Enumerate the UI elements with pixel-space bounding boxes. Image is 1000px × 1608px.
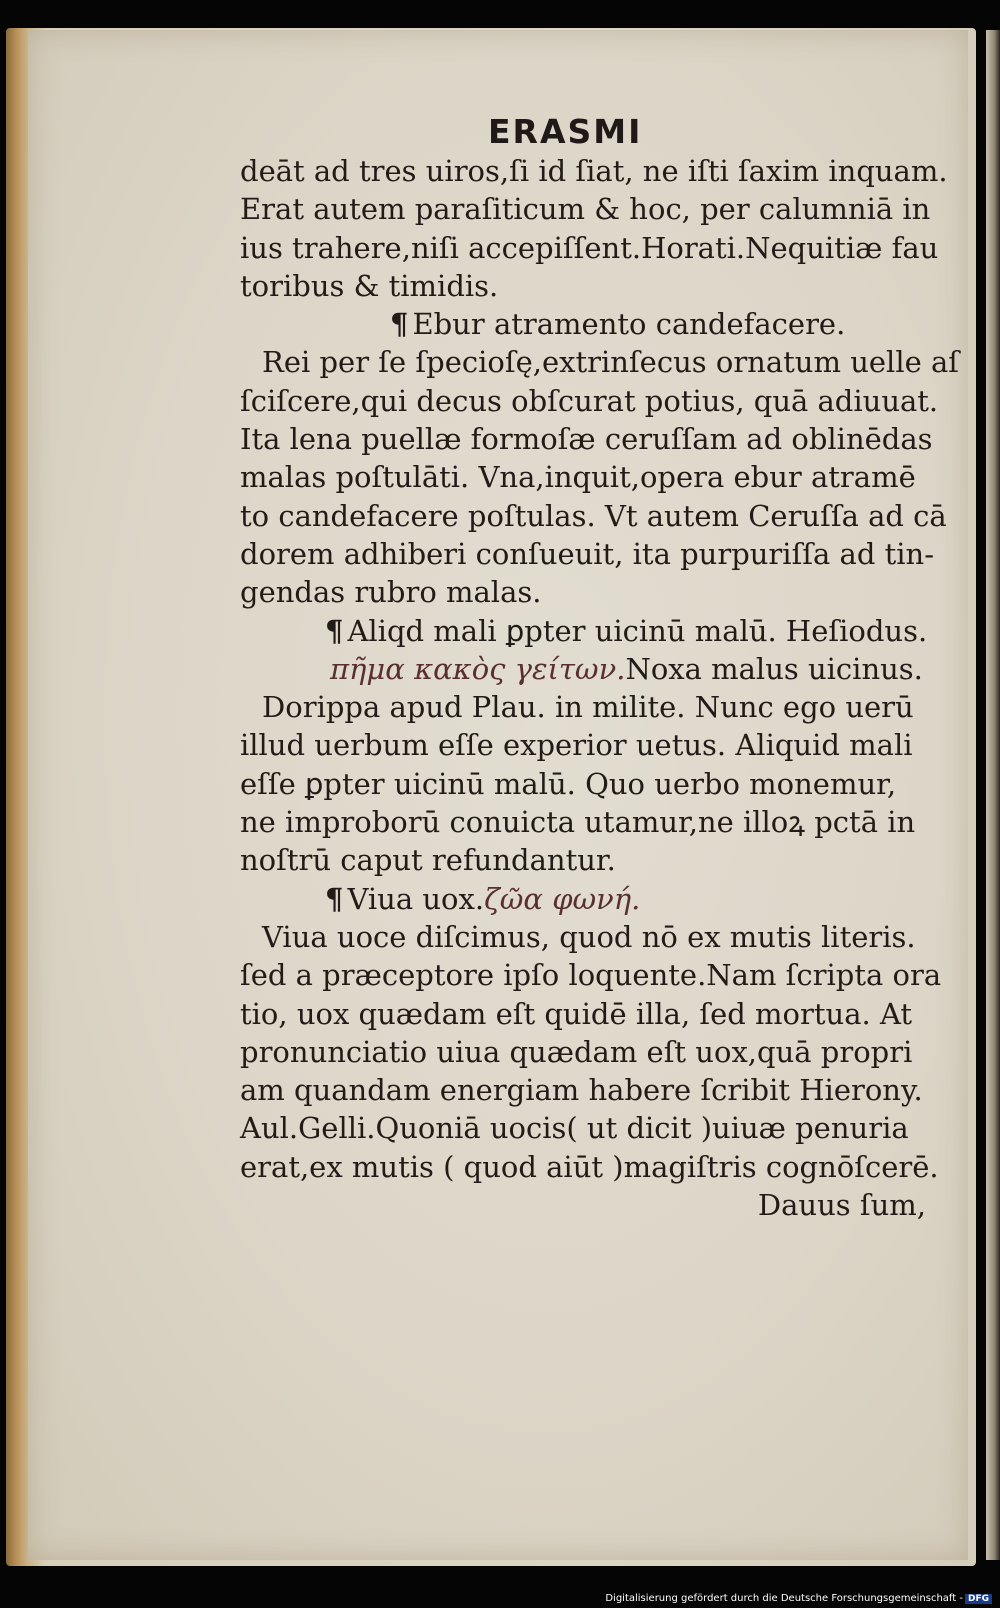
- adage-heading: [240, 612, 940, 650]
- text-line: deāt ad tres uiros,ſi id ſiat, ne iſti ſaxim inquam.: [240, 154, 948, 188]
- text-line: ius trahere,niſi accepiſſent.Horati.Nequitiæ fau: [240, 230, 939, 265]
- catchword: Dauus ſum,: [757, 1188, 926, 1223]
- text-line: to candefacere poſtulas. Vt autem Ceruſſa ad cā: [240, 498, 947, 533]
- dfg-logo: DFG: [965, 1594, 992, 1604]
- digitization-footer: [605, 1593, 992, 1604]
- text-line: noſtrū caput refundantur.: [240, 843, 616, 878]
- text-line: Dorippa apud Plau. in milite. Nunc ego uerū: [262, 690, 914, 725]
- text-line: malas poſtulāti. Vna,inquit,opera ebur atramē: [240, 460, 916, 495]
- adage-title: Ebur atramento candefacere.: [412, 307, 846, 342]
- text-line: ſciſcere,qui decus obſcurat potius, quā adiuuat.: [240, 383, 939, 418]
- page-text: [240, 152, 959, 1224]
- pilcrow-mark: ¶: [325, 881, 344, 916]
- text-line: Aul.Gelli.Quoniā uocis( ut dicit )uiuæ penuria: [240, 1111, 909, 1146]
- text-line: dorem adhiberi conſueuit, ita purpuriſſa ad tin-: [240, 536, 935, 571]
- pilcrow-mark: ¶: [325, 613, 344, 648]
- pilcrow-mark: ¶: [390, 307, 409, 342]
- text-line: Ita lena puellæ formoſæ ceruſſam ad oblinēdas: [240, 422, 933, 457]
- text-line: toribus & timidis.: [240, 268, 499, 303]
- adage-heading: [240, 880, 940, 918]
- text-line: erat,ex mutis ( quod aiūt )magiſtris cognōſcerē.: [240, 1149, 939, 1184]
- text-line: Rei per ſe ſpecioſę,extrinſecus ornatum uelle aſ: [262, 345, 959, 380]
- text-line: Erat autem paraſiticum & hoc, per calumniā in: [240, 192, 931, 227]
- adage-heading: [240, 305, 940, 343]
- text-line: gendas rubro malas.: [240, 575, 542, 610]
- adage-title: Aliqd mali ꝑpter uicinū malū. Heſiodus.: [347, 613, 928, 648]
- greek-line: [240, 650, 940, 688]
- latin-translation: Noxa malus uicinus.: [625, 651, 923, 686]
- greek-proverb: πῆμα κακὸς γείτων.: [330, 651, 626, 686]
- text-line: pronunciatio uiua quædam eſt uox,quā propri: [240, 1034, 913, 1069]
- text-line: ne improborū conuicta utamur,ne illoꝝ pctā in: [240, 805, 916, 840]
- greek-proverb: ζῶα φωνή.: [484, 881, 641, 916]
- adage-title: Viua uox.: [347, 881, 485, 916]
- text-line: eſſe ꝑpter uicinū malū. Quo uerbo monemur,: [240, 766, 897, 801]
- page-gutter-shadow: [986, 30, 1000, 1560]
- text-line: am quandam energiam habere ſcribit Hierony.: [240, 1073, 923, 1108]
- text-line: tio, uox quædam eſt quidē illa, ſed mortua. At: [240, 996, 913, 1031]
- running-head: ERASMI: [488, 112, 643, 151]
- text-line: illud uerbum eſſe experior uetus. Aliquid mali: [240, 728, 913, 763]
- footer-text: Digitalisierung gefördert durch die Deutsche Forschungsgemeinschaft -: [605, 1593, 963, 1604]
- text-line: Viua uoce diſcimus, quod nō ex mutis literis.: [262, 919, 916, 954]
- text-line: ſed a præceptore ipſo loquente.Nam ſcripta ora: [240, 958, 942, 993]
